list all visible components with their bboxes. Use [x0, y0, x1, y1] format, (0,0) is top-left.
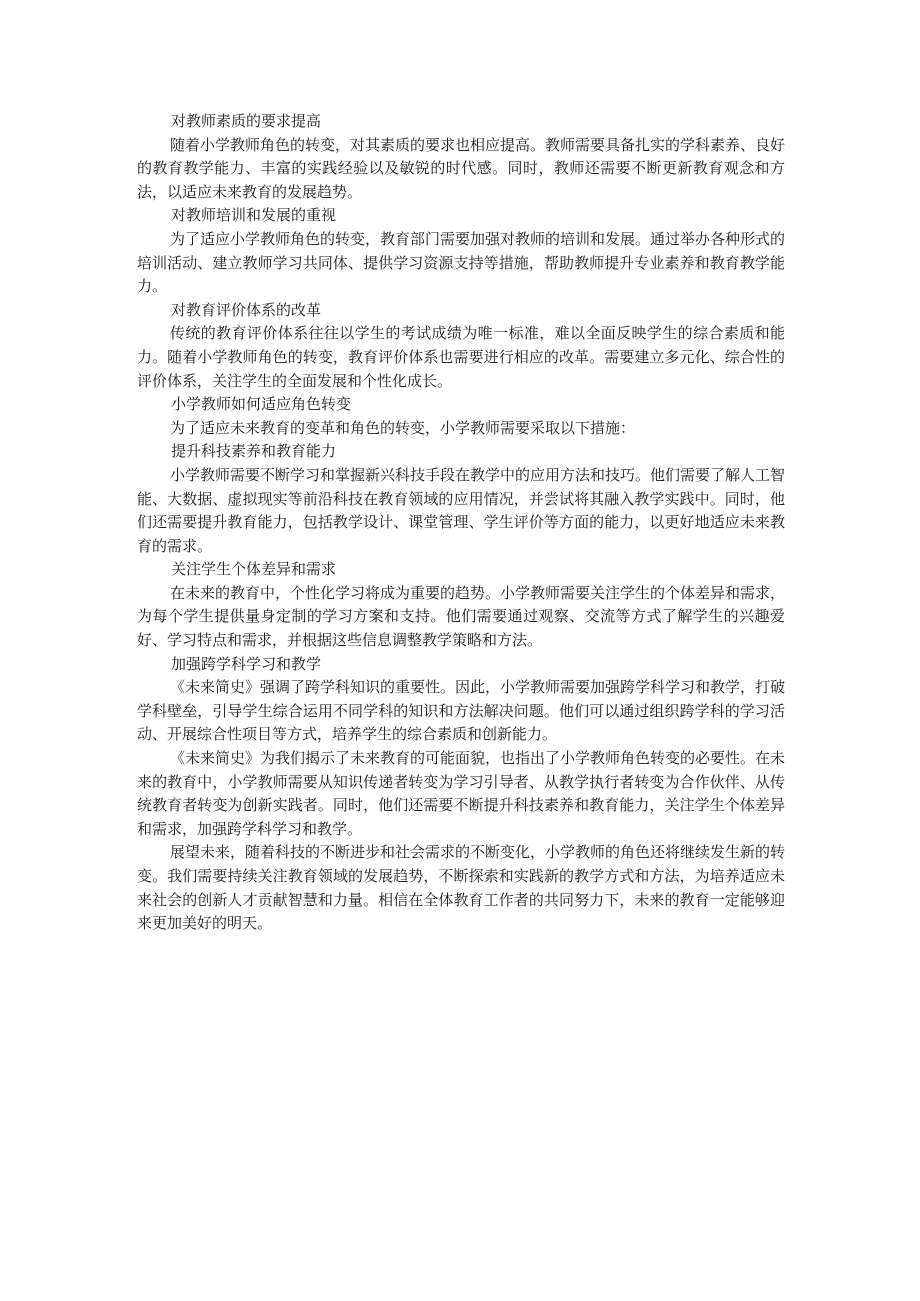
section-heading: 提升科技素养和教育能力: [171, 442, 337, 461]
section-heading: 加强跨学科学习和教学: [171, 654, 322, 673]
paragraph: 《未来简史》强调了跨学科知识的重要性。因此，小学教师需要加强跨学科学习和教学，打破学科壁垒，引导学生综合运用不同学科的知识和方法解决问题。他们可以通过组织跨学科的学习活动、开展综合性项目等方式，培养学生的综合素质和创新能力。: [137, 678, 786, 744]
paragraph: 展望未来，随着科技的不断进步和社会需求的不断变化，小学教师的角色还将继续发生新的转变。我们需要持续关注教育领域的发展趋势，不断探索和实践新的教学方式和方法，为培养适应未来社会的创新人才贡献智慧和力量。相信在全体教育工作者的共同努力下，未来的教育一定能够迎来更加美好的明天。: [137, 843, 786, 933]
section-heading: 关注学生个体差异和需求: [171, 560, 337, 579]
section-heading: 对教师素质的要求提高: [171, 112, 322, 130]
paragraph: 为了适应未来教育的变革和角色的转变，小学教师需要采取以下措施：: [170, 418, 636, 437]
document-body: [137, 110, 785, 936]
section-heading: 小学教师如何适应角色转变: [171, 395, 352, 414]
paragraph: 随着小学教师角色的转变，对其素质的要求也相应提高。教师需要具备扎实的学科素养、良好的教育教学能力、丰富的实践经验以及敏锐的时代感。同时，教师还需要不断更新教育观念和方法，以适应未来教育的发展趋势。: [137, 135, 786, 201]
paragraph: 《未来简史》为我们揭示了未来教育的可能面貌，也指出了小学教师角色转变的必要性。在未来的教育中，小学教师需要从知识传递者转变为学习引导者、从教学执行者转变为合作伙伴、从传统教育者转变为创新实践者。同时，他们还需要不断提升科技素养和教育能力，关注学生个体差异和需求，加强跨学科学习和教学。: [137, 749, 786, 838]
paragraph: 为了适应小学教师角色的转变，教育部门需要加强对教师的培训和发展。通过举办各种形式的培训活动、建立教师学习共同体、提供学习资源支持等措施，帮助教师提升专业素养和教育教学能力。: [137, 229, 786, 296]
section-heading: 对教师培训和发展的重视: [171, 206, 337, 225]
section-heading: 对教育评价体系的改革: [171, 300, 322, 319]
paragraph: 在未来的教育中，个性化学习将成为重要的趋势。小学教师需要关注学生的个体差异和需求，为每个学生提供量身定制的学习方案和支持。他们需要通过观察、交流等方式了解学生的兴趣爱好、学习特点和需求，并根据这些信息调整教学策略和方法。: [137, 583, 786, 650]
paragraph: 传统的教育评价体系往往以学生的考试成绩为唯一标准，难以全面反映学生的综合素质和能力。随着小学教师角色的转变，教育评价体系也需要进行相应的改革。需要建立多元化、综合性的评价体系，关注学生的全面发展和个性化成长。: [137, 324, 785, 390]
paragraph: 小学教师需要不断学习和掌握新兴科技手段在教学中的应用方法和技巧。他们需要了解人工智能、大数据、虚拟现实等前沿科技在教育领域的应用情况，并尝试将其融入教学实践中。同时，他们还需要提升教育能力，包括教学设计、课堂管理、学生评价等方面的能力，以更好地适应未来教育的需求。: [137, 465, 786, 555]
